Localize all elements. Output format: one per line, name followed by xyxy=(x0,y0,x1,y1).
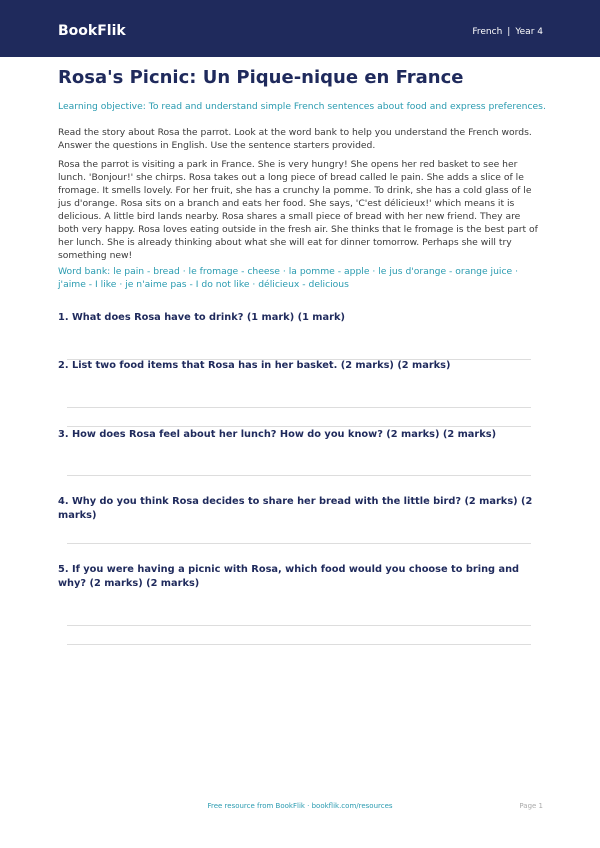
learning-objective: Learning objective: To read and understand simple French sentences about food and express preferences. xyxy=(58,101,546,112)
question-1: 1. What does Rosa have to drink? (1 mark) (1 mark) xyxy=(58,312,345,323)
question-2: 2. List two food items that Rosa has in her basket. (2 marks) (2 marks) xyxy=(58,360,451,371)
instructions: Read the story about Rosa the parrot. Look at the word bank to help you understand the French words. Answer the questions in English. Use the sentence starters provided. xyxy=(58,127,532,151)
page-number: Page 1 xyxy=(519,802,543,810)
answer-line[interactable] xyxy=(67,543,531,544)
page-title: Rosa's Picnic: Un Pique-nique en France xyxy=(58,67,464,88)
answer-line[interactable] xyxy=(67,625,531,626)
answer-line[interactable] xyxy=(67,475,531,476)
footer-text: Free resource from BookFlik · bookflik.com/resources xyxy=(207,802,393,810)
page-header xyxy=(0,0,600,57)
brand-logo: BookFlik xyxy=(58,23,126,39)
story-text: Rosa the parrot is visiting a park in France. She is very hungry! She opens her red basket to see her lunch. 'Bonjour!' she chirps. Rosa takes out a long piece of bread called le pain. She adds a slice of le fromage. It smells lovely. For her fruit, she has a crunchy la pomme. To drink, she has a cold glass of le jus d'orange. Rosa sits on a branch and eats her food. She says, 'C'est délicieux!' which means it is delicious. A little bird lands nearby. Rosa shares a small piece of bread with her new friend. They are both very happy. Rosa loves eating outside in the fresh air. She thinks that le fromage is the best part of her lunch. She is already thinking about what she will eat for dinner tomorrow. Perhaps she will try something new! xyxy=(58,159,538,261)
answer-line[interactable] xyxy=(67,426,531,427)
answer-line[interactable] xyxy=(67,407,531,408)
answer-line[interactable] xyxy=(67,644,531,645)
year-label: Year 4 xyxy=(515,27,543,37)
question-4: 4. Why do you think Rosa decides to share her bread with the little bird? (2 marks) (2 marks) xyxy=(58,496,533,521)
subject-meta xyxy=(472,27,543,37)
question-5: 5. If you were having a picnic with Rosa, which food would you choose to bring and why? (2 marks) (2 marks) xyxy=(58,564,520,589)
subject-label: French xyxy=(472,27,503,37)
meta-separator: | xyxy=(507,27,511,37)
question-3: 3. How does Rosa feel about her lunch? How do you know? (2 marks) (2 marks) xyxy=(58,429,497,440)
word-bank: Word bank: le pain - bread · le fromage - cheese · la pomme - apple · le jus d'orange - orange juice · j'aime - I like · je n'aime pas - I do not like · délicieux - delicious xyxy=(58,266,519,290)
